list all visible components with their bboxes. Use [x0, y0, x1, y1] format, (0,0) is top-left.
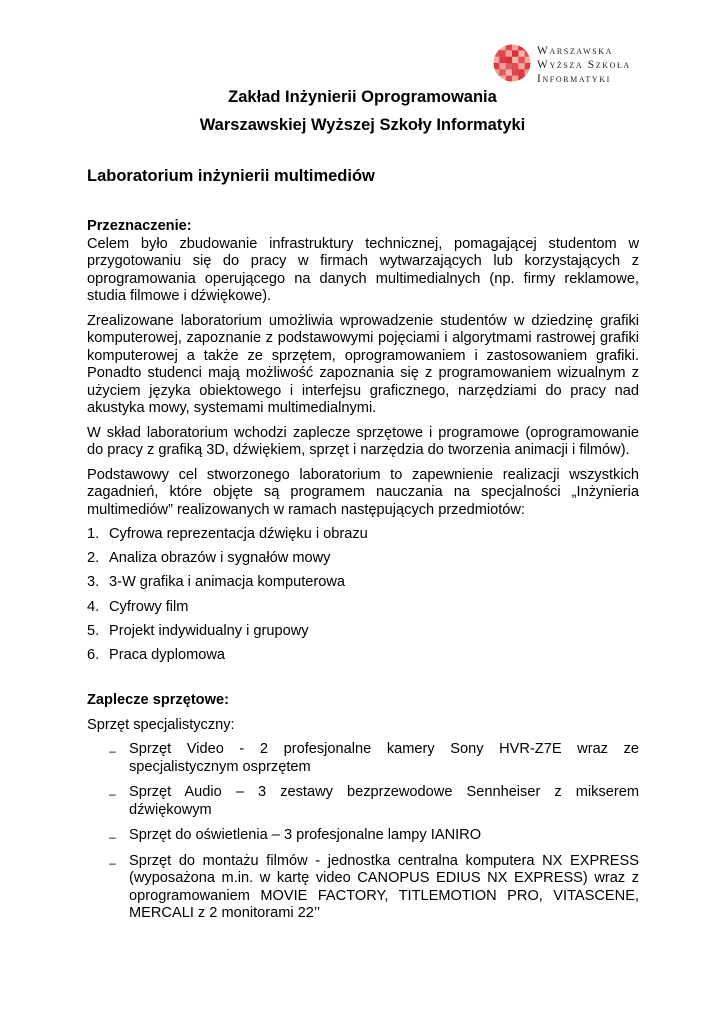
list-item-text: Cyfrowa reprezentacja dźwięku i obrazu: [109, 526, 368, 542]
bullet-dash: –: [109, 744, 116, 759]
logo-mark-cell: [493, 57, 500, 64]
list-item-text: Sprzęt do oświetlenia – 3 profesjonalne lampy IANIRO: [129, 827, 482, 844]
list-item-number: 4.: [87, 598, 100, 615]
purpose-paragraph-3: W skład laboratorium wchodzi zaplecze sprzętowe i programowe (oprogramowanie do pracy z grafiką 3D, dźwiękiem, sprzęt i narzędzia do tworzenia animacji i filmów).: [87, 424, 639, 458]
logo-mark-cell: [512, 57, 519, 64]
logo-mark-cell: [518, 63, 525, 70]
logo-mark-cell: [512, 63, 519, 70]
list-item-number: 6.: [87, 646, 100, 663]
logo-mark-cell: [493, 44, 500, 51]
lab-title: Laboratorium inżynierii multimediów: [87, 167, 375, 185]
logo-mark-cell: [499, 76, 506, 82]
logo-mark-cell: [525, 50, 531, 57]
list-item: [87, 526, 639, 550]
logo-mark-cell: [525, 44, 531, 51]
list-item-text: 3-W grafika i animacja komputerowa: [109, 574, 346, 591]
logo-line-3: Informatyki: [537, 73, 611, 85]
logo-text: [537, 44, 631, 86]
logo-mark-cell: [518, 76, 525, 82]
list-item: [87, 574, 639, 598]
logo-mark-cell: [518, 44, 525, 51]
logo-mark-cell: [506, 44, 513, 51]
list-item-text: Analiza obrazów i sygnałów mowy: [109, 550, 331, 567]
list-item: [87, 827, 639, 845]
logo-mark-cell: [499, 63, 506, 70]
purpose-heading: Przeznaczenie:: [87, 218, 192, 234]
equipment-subheading: Sprzęt specjalistyczny:: [87, 716, 235, 733]
logo-mark-cell: [506, 69, 513, 76]
department-title: Zakład Inżynierii Oprogramowania: [228, 88, 497, 106]
logo-line-2: Wyższa Szkoła: [537, 59, 631, 71]
logo-mark-cell: [499, 50, 506, 57]
logo-mark-cell: [525, 76, 531, 82]
logo-mark-cell: [506, 76, 513, 82]
logo-mark-cell: [506, 57, 513, 64]
logo-mark-cell: [525, 63, 531, 70]
logo-mark-icon: [493, 44, 531, 82]
list-item: [87, 550, 639, 574]
logo-mark-cell: [499, 44, 506, 51]
logo-mark-cell: [525, 69, 531, 76]
university-logo: [493, 44, 633, 84]
list-item-text: Sprzęt Video - 2 profesjonalne kamery Sony HVR-Z7E wraz ze specjalistycznym osprzętem: [129, 741, 639, 775]
list-item-text: Sprzęt Audio – 3 zestawy bezprzewodowe Sennheiser z mikserem dźwiękowym: [129, 784, 639, 818]
list-item: [87, 647, 639, 671]
list-item-text: Sprzęt do montażu filmów - jednostka centralna komputera NX EXPRESS (wyposażona m.in. w kartę video CANOPUS EDIUS NX EXPRESS) wraz z oprogramowaniem MOVIE FACTORY, TITLEMOTION PRO, VITASCENE, MERCALI z 2 monitorami 22’’: [129, 852, 639, 922]
logo-mark-cell: [493, 50, 500, 57]
list-item: [87, 784, 639, 819]
logo-mark-cell: [512, 50, 519, 57]
logo-mark-cell: [493, 76, 500, 82]
document-body: [87, 218, 639, 931]
equipment-heading: Zaplecze sprzętowe:: [87, 692, 229, 709]
list-item-number: 5.: [87, 622, 100, 639]
subjects-list: [87, 526, 639, 671]
logo-mark-cell: [512, 69, 519, 76]
logo-mark-cell: [499, 57, 506, 64]
purpose-paragraph-1: Celem było zbudowanie infrastruktury technicznej, pomagającej studentom w przygotowaniu się do pracy w firmach wytwarzających lub korzystających z oprogramowania operującego na danych multimedialnych (np. firmy reklamowe, studia filmowe i dźwiękowe).: [87, 235, 639, 304]
list-item-text: Praca dyplomowa: [109, 646, 225, 663]
logo-mark-cell: [518, 50, 525, 57]
logo-mark-cell: [506, 63, 513, 70]
equipment-list: [87, 741, 639, 923]
logo-mark-cell: [512, 44, 519, 51]
list-item-number: 1.: [87, 526, 100, 542]
logo-mark-cell: [499, 69, 506, 76]
bullet-dash: –: [109, 787, 116, 802]
bullet-dash: –: [109, 855, 116, 870]
list-item-number: 2.: [87, 550, 100, 567]
logo-mark-cell: [493, 69, 500, 76]
list-item-text: Cyfrowy film: [109, 598, 189, 615]
list-item: [87, 741, 639, 776]
list-item: [87, 623, 639, 647]
logo-line-1: Warszawska: [537, 45, 613, 57]
bullet-dash: –: [109, 830, 116, 845]
logo-mark-cell: [525, 57, 531, 64]
purpose-paragraph-2: Zrealizowane laboratorium umożliwia wprowadzenie studentów w dziedzinę grafiki komputerowej, zapoznanie z podstawowymi pojęciami i algorytmami rastrowej grafiki komputerowej a także ze sprzętem, oprogramowaniem i zastosowaniem grafiki. Ponadto studenci mają możliwość zapoznania się z programowaniem wizualnym z użyciem języka obiektowego i interfejsu graficznego, narzędziami do pracy nad akustyka mowy, systemami multimedialnymi.: [87, 312, 639, 416]
list-item-text: Projekt indywidualny i grupowy: [109, 622, 309, 639]
school-title: Warszawskiej Wyższej Szkoły Informatyki: [199, 116, 526, 134]
logo-mark-cell: [518, 69, 525, 76]
purpose-paragraph-4: Podstawowy cel stworzonego laboratorium to zapewnienie realizacji wszystkich zagadnień, które objęte są programem nauczania na specjalności „Inżynieria multimediów” realizowanych w ramach następujących przedmiotów:: [87, 466, 639, 518]
list-item-number: 3.: [87, 574, 100, 591]
logo-mark-cell: [506, 50, 513, 57]
list-item: [87, 599, 639, 623]
list-item: [87, 853, 639, 923]
logo-mark-cell: [512, 76, 519, 82]
logo-mark-cell: [518, 57, 525, 64]
logo-mark-cell: [493, 63, 500, 70]
